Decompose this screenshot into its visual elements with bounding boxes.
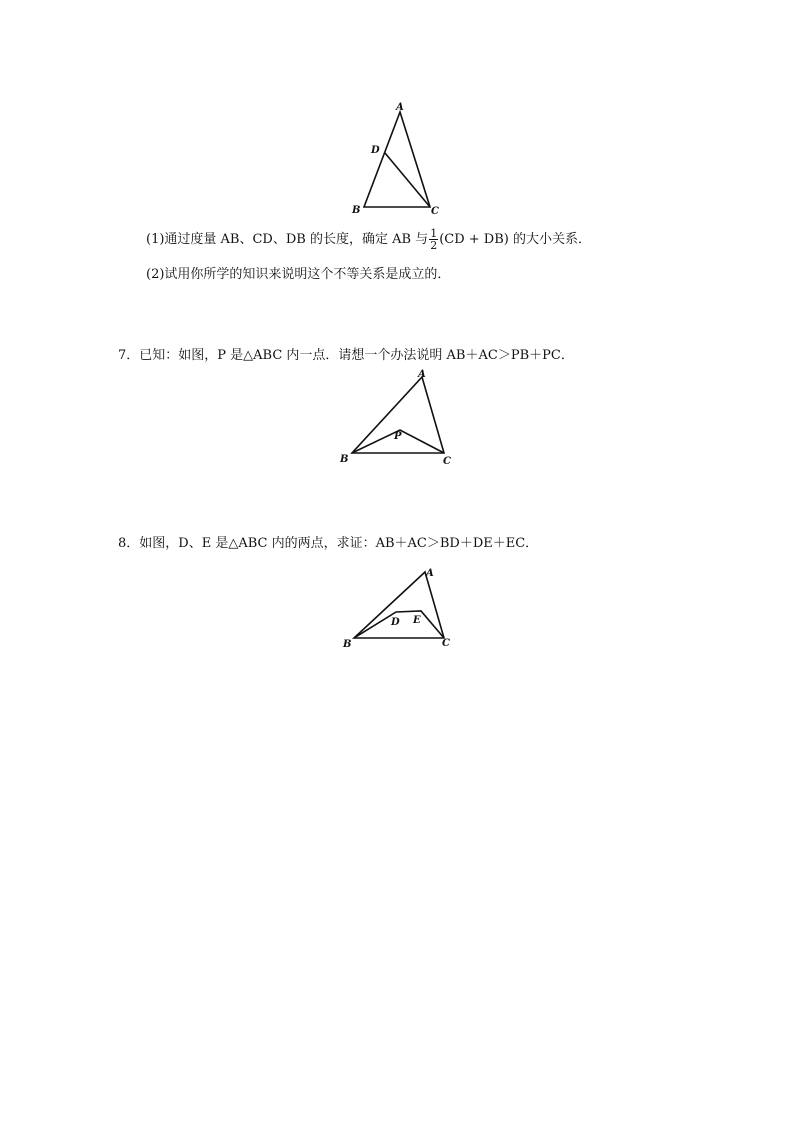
q7-text: 7．已知：如图，P 是△ABC 内一点．请想一个办法说明 AB＋AC＞PB＋PC． (118, 348, 574, 363)
triangle-abc (354, 572, 444, 638)
q8-text: 8．如图，D、E 是△ABC 内的两点，求证：AB＋AC＞BD＋DE＋EC． (118, 536, 539, 551)
fraction-one-half (429, 228, 438, 251)
label-d: D (391, 617, 400, 628)
q6-part1 (146, 228, 591, 251)
label-b: B (343, 639, 352, 650)
label-e: E (413, 615, 421, 626)
label-a: A (426, 568, 434, 579)
figure-triangle-de (340, 560, 460, 655)
q6-part1-post: (CD + DB) 的大小关系． (439, 232, 591, 247)
label-a: A (396, 102, 404, 113)
label-c: C (442, 638, 450, 649)
label-c: C (431, 206, 439, 217)
label-b: B (352, 205, 361, 216)
fraction-numerator: 1 (430, 227, 438, 240)
label-p: P (394, 431, 402, 442)
label-c: C (443, 456, 451, 467)
fraction-denominator: 2 (430, 239, 438, 252)
segment-dc (385, 153, 430, 207)
triangle-abc (364, 112, 430, 207)
q6-part1-pre: (1)通过度量 AB、CD、DB 的长度，确定 AB 与 (146, 232, 429, 247)
label-b: B (340, 454, 349, 465)
q6-part2: (2)试用你所学的知识来说明这个不等关系是成立的． (146, 267, 451, 282)
figure-triangle-abd (340, 96, 460, 221)
figure-triangle-p (336, 365, 466, 470)
label-d: D (371, 145, 380, 156)
label-a: A (418, 369, 426, 380)
